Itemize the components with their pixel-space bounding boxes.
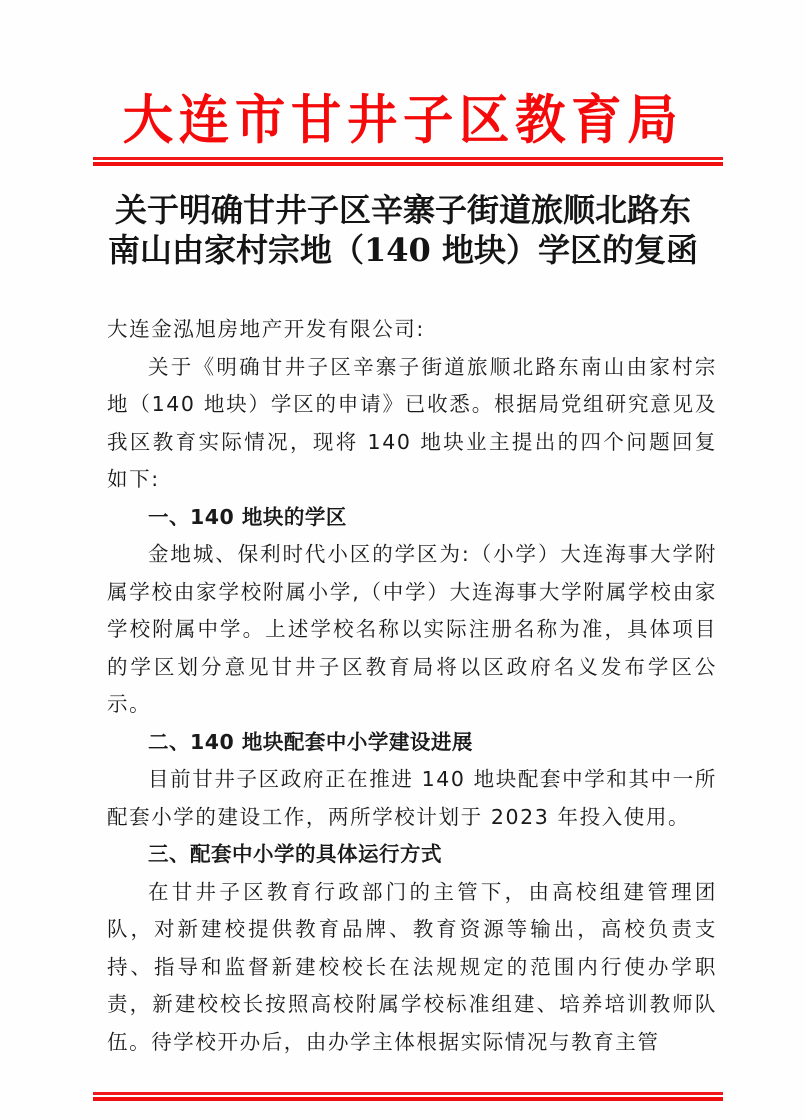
- document-title: [0, 190, 806, 270]
- title-line-1: 关于明确甘井子区辛寨子街道旅顺北路东: [114, 191, 691, 229]
- section-paragraph-1: 金地城、保利时代小区的学区为:（小学）大连海事大学附属学校由家学校附属小学,（中学）大连海事大学附属学校由家学校附属中学。上述学校名称以实际注册名称为准，具体项目的学区划分意见甘井子区教育局将以区政府名义发布学区公示。: [107, 542, 717, 716]
- document-body: [107, 311, 717, 1061]
- section-paragraph-3: 在甘井子区教育行政部门的主管下，由高校组建管理团队，对新建校提供教育品牌、教育资源等输出，高校负责支持、指导和监督新建校校长在法规规定的范围内行使办学职责，新建校校长按照高校附属学校标准组建、培养培训教师队伍。待学校开办后，由办学主体根据实际情况与教育主管: [107, 879, 717, 1054]
- salutation: 大连金泓旭房地产开发有限公司:: [107, 317, 425, 341]
- title-line-2: 南山由家村宗地（140 地块）学区的复函: [108, 231, 698, 269]
- section-heading-1: 一、140 地块的学区: [148, 504, 347, 529]
- letterhead-red-rule: [93, 157, 723, 166]
- intro-paragraph: 关于《明确甘井子区辛寨子街道旅顺北路东南山由家村宗地（140 地块）学区的申请》已收悉。根据局党组研究意见及我区教育实际情况，现将 140 地块业主提出的四个问题回复如下:: [107, 354, 717, 491]
- section-paragraph-2: 目前甘井子区政府正在推进 140 地块配套中学和其中一所配套小学的建设工作，两所学校计划于 2023 年投入使用。: [107, 767, 717, 829]
- footer-red-rule: [93, 1092, 723, 1101]
- letterhead-org-name: 大连市甘井子区教育局: [122, 89, 684, 151]
- section-heading-2: 二、140 地块配套中小学建设进展: [148, 729, 473, 754]
- section-heading-3: 三、配套中小学的具体运行方式: [148, 842, 442, 866]
